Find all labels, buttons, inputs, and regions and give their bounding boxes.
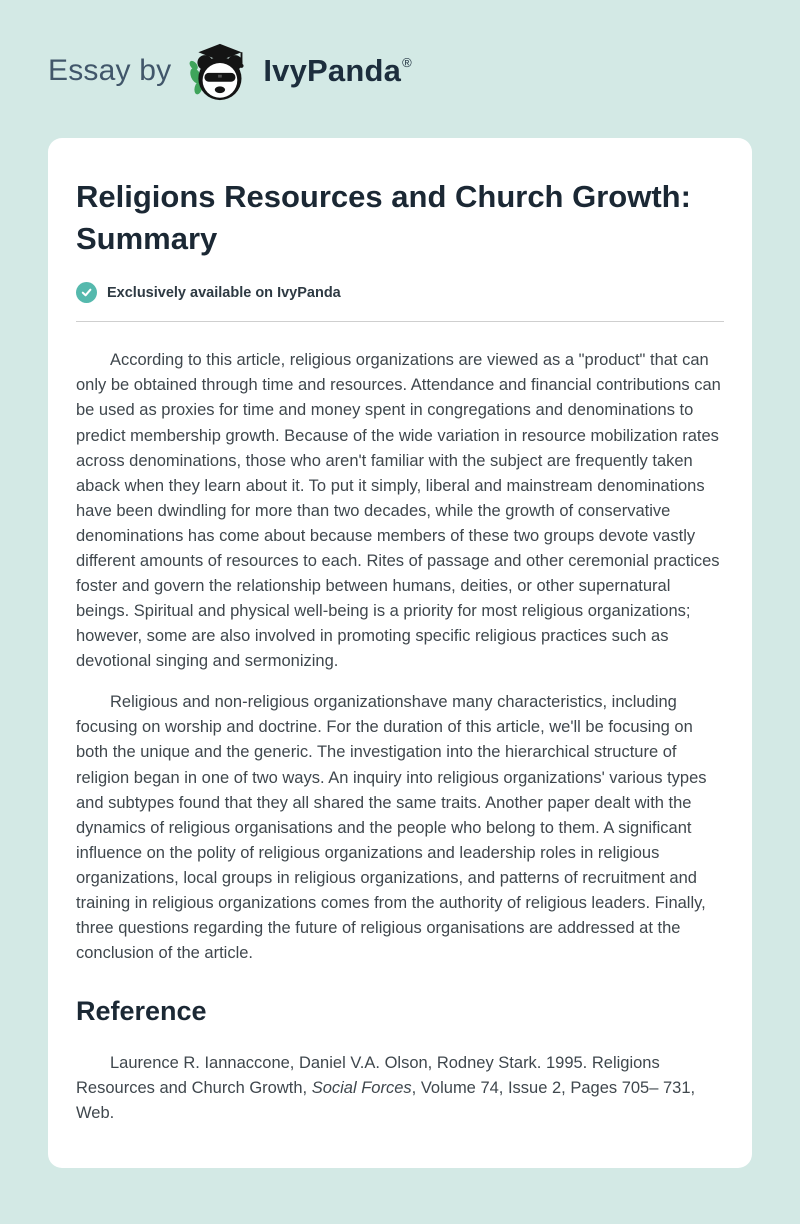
checkmark-icon [76, 282, 97, 303]
ivypanda-panda-logo-icon [189, 40, 249, 102]
brand-name [263, 53, 412, 89]
page-title: Religions Resources and Church Growth: Summary [76, 179, 691, 257]
essay-by-label: Essay by [48, 54, 172, 87]
divider [76, 321, 724, 322]
essay-body [76, 348, 724, 966]
paragraph-1: According to this article, religious organizations are viewed as a "product" that can only be obtained through time and resources. Attendance and financial contributions can be used as proxies for time and money spent in congregations and denominations to predict membership growth. Because of the wide variation in resource mobilization rates across denominations, those who aren't familiar with the subject are frequently taken aback when they learn about it. To put it simply, liberal and mainstream denominations have been dwindling for more than two decades, while the growth of conservative denominations has come about because members of these two groups devote vastly different amounts of resources to each. Rites of passage and other ceremonial practices foster and govern the relationship between humans, deities, or other supernatural beings. Spiritual and physical well-being is a priority for most religious organizations; however, some are also involved in promoting specific religious practices such as devotional singing and sermonizing. [76, 351, 721, 671]
essay-card [48, 138, 752, 1168]
reference-citation [76, 1051, 724, 1126]
reference-text-start: Laurence R. Iannaccone, Daniel V.A. Olson, Rodney Stark. 1995. Religions Resources and Church Growth, [76, 1054, 660, 1098]
availability-badge [76, 282, 724, 303]
registered-mark: ® [402, 55, 412, 70]
badge-label: Exclusively available on IvyPanda [107, 284, 341, 301]
brand-text: IvyPanda [263, 53, 402, 88]
paragraph-2: Religious and non-religious organizationshave many characteristics, including focusing on worship and doctrine. For the duration of this article, we'll be focusing on both the unique and the generic. The investigation into the hierarchical structure of religion began in one of two ways. An inquiry into religious organizations' various types and subtypes found that they all shared the same traits. Another paper dealt with the dynamics of religious organisations and the people who belong to them. A significant influence on the polity of religious organizations and leadership roles in religious organizations, local groups in religious organizations, and patterns of recruitment and training in religious organizations comes from the authority of religious leaders. Finally, three questions regarding the future of religious organisations are addressed at the conclusion of the article. [76, 693, 707, 963]
reference-heading: Reference [76, 996, 207, 1027]
header [0, 0, 800, 132]
reference-journal-name: Social Forces [311, 1079, 412, 1098]
reference-text-end: , Volume 74, Issue 2, Pages 705– 731, Web. [76, 1079, 696, 1123]
